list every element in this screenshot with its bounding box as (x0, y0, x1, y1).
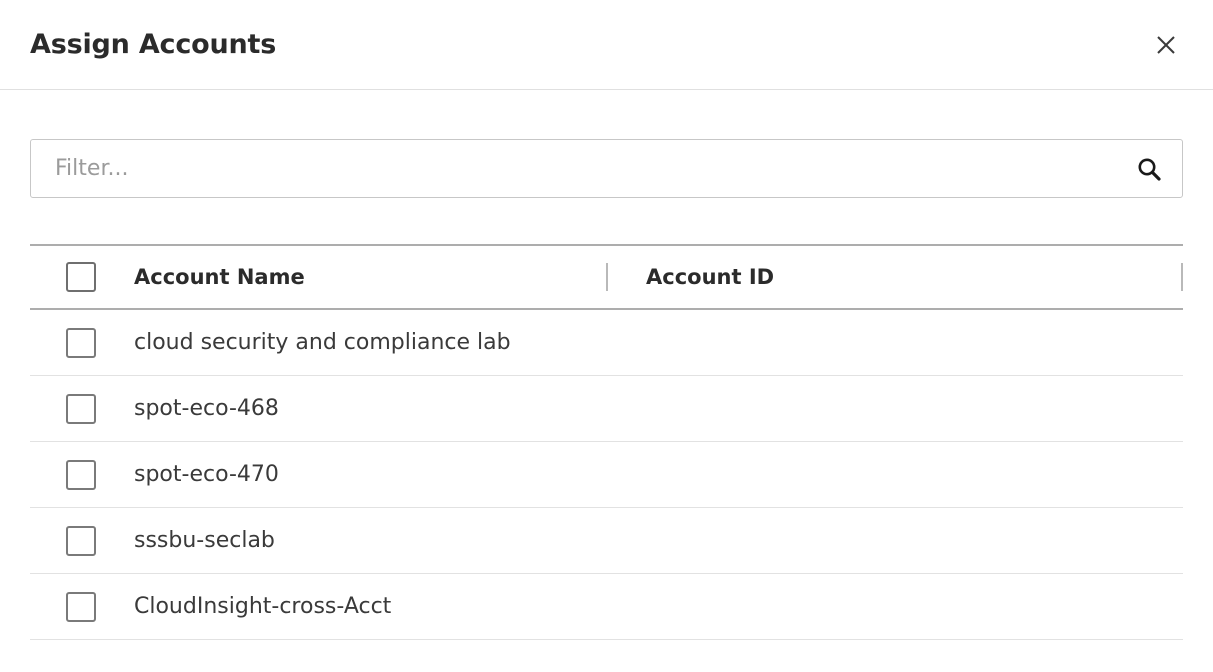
column-header-account-id[interactable]: Account ID (608, 246, 1183, 308)
search-icon[interactable] (1134, 154, 1164, 184)
table-row[interactable] (30, 508, 1183, 574)
filter-row (30, 90, 1183, 198)
row-checkbox[interactable] (66, 592, 96, 622)
column-header-account-name[interactable]: Account Name (134, 246, 608, 308)
table-row[interactable] (30, 376, 1183, 442)
cell-account-name: spot-eco-468 (134, 396, 279, 421)
row-checkbox[interactable] (66, 328, 96, 358)
search-input[interactable] (53, 155, 1134, 182)
search-box[interactable] (30, 139, 1183, 198)
page-title: Assign Accounts (30, 29, 277, 60)
accounts-table (30, 244, 1183, 640)
cell-account-name: cloud security and compliance lab (134, 330, 511, 355)
close-icon-glyph (1154, 33, 1178, 57)
table-row[interactable] (30, 574, 1183, 640)
row-select-cell (30, 592, 134, 622)
table-row[interactable] (30, 310, 1183, 376)
select-all-checkbox[interactable] (66, 262, 96, 292)
row-checkbox[interactable] (66, 394, 96, 424)
row-select-cell (30, 460, 134, 490)
dialog-header (0, 0, 1213, 90)
row-select-cell (30, 394, 134, 424)
select-all-cell (30, 262, 134, 292)
table-header-row (30, 244, 1183, 310)
cell-account-name: CloudInsight-cross-Acct (134, 594, 392, 619)
cell-account-name: sssbu-seclab (134, 528, 275, 553)
row-checkbox[interactable] (66, 526, 96, 556)
close-icon[interactable] (1149, 28, 1183, 62)
search-icon-glyph (1136, 156, 1162, 182)
cell-account-name: spot-eco-470 (134, 462, 279, 487)
row-checkbox[interactable] (66, 460, 96, 490)
table-row[interactable] (30, 442, 1183, 508)
row-select-cell (30, 328, 134, 358)
row-select-cell (30, 526, 134, 556)
dialog-body (0, 90, 1213, 672)
